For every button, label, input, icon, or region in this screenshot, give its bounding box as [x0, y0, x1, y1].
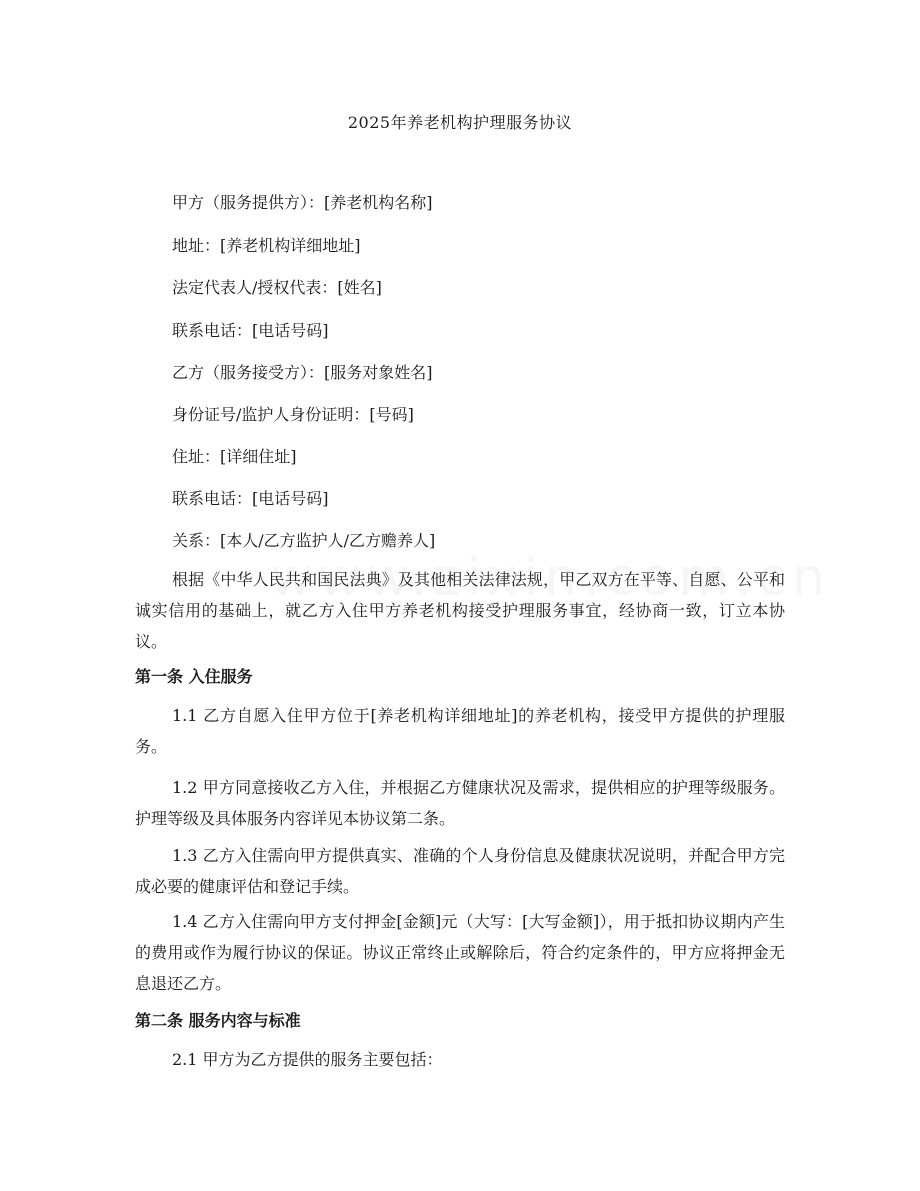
clause-1-3: 1.3 乙方入住需向甲方提供真实、准确的个人身份信息及健康状况说明，并配合甲方完成必要的健康评估和登记手续。: [135, 846, 785, 896]
party-a-representative: 法定代表人/授权代表：[姓名]: [172, 278, 382, 297]
party-b-relation: 关系：[本人/乙方监护人/乙方赡养人]: [172, 531, 436, 550]
party-b-address: 住址：[详细住址]: [172, 447, 297, 466]
document-title: 2025年养老机构护理服务协议: [347, 113, 573, 132]
party-b-id: 身份证号/监护人身份证明：[号码]: [172, 405, 414, 424]
party-b-phone: 联系电话：[电话号码]: [172, 489, 329, 508]
clause-1-2: 1.2 甲方同意接收乙方入住，并根据乙方健康状况及需求，提供相应的护理等级服务。护理等级及具体服务内容详见本协议第二条。: [135, 778, 785, 828]
party-a-address: 地址：[养老机构详细地址]: [172, 236, 361, 255]
clause-1-4: 1.4 乙方入住需向甲方支付押金[金额]元（大写：[大写金额]），用于抵扣协议期内产生的费用或作为履行协议的保证。协议正常终止或解除后，符合约定条件的，甲方应将押金无息退还乙方。: [135, 912, 785, 993]
article-1-heading: 第一条 入住服务: [135, 667, 253, 686]
clause-1-1: 1.1 乙方自愿入住甲方位于[养老机构详细地址]的养老机构，接受甲方提供的护理服务。: [135, 706, 785, 756]
preamble-paragraph: 根据《中华人民共和国民法典》及其他相关法律法规，甲乙双方在平等、自愿、公平和诚实信用的基础上，就乙方入住甲方养老机构接受护理服务事宜，经协商一致，订立本协议。: [135, 570, 785, 651]
party-b-name: 乙方（服务接受方）：[服务对象姓名]: [172, 363, 433, 382]
party-a-phone: 联系电话：[电话号码]: [172, 321, 329, 340]
clause-2-1: 2.1 甲方为乙方提供的服务主要包括：: [172, 1050, 443, 1069]
party-a-name: 甲方（服务提供方）：[养老机构名称]: [172, 193, 433, 212]
article-2-heading: 第二条 服务内容与标准: [135, 1011, 301, 1030]
